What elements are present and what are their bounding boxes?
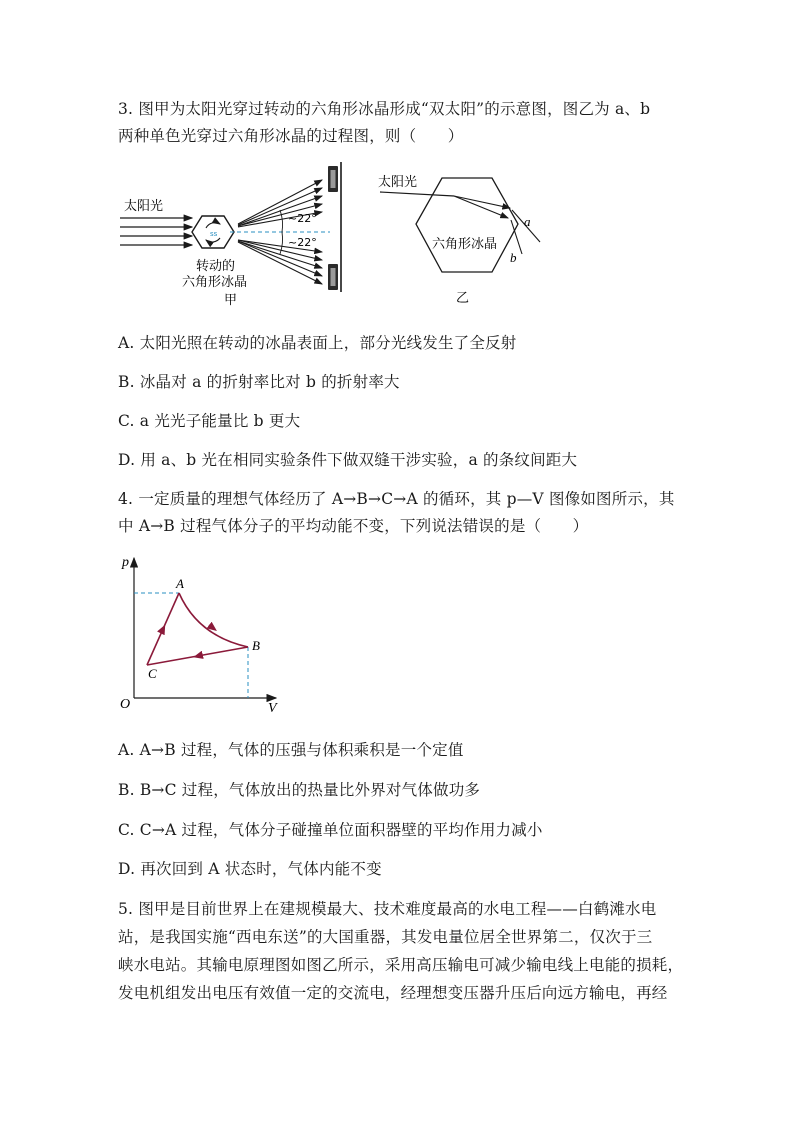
origin-label: O	[120, 697, 131, 712]
figure-jia-double-sun	[112, 160, 362, 310]
q3-option-d: D. 用 a、b 光在相同实验条件下做双缝干涉实验，a 的条纹间距大	[118, 451, 578, 469]
q4-option-a: A. A→B 过程，气体的压强与体积乘积是一个定值	[118, 741, 464, 759]
point-b-label: B	[252, 638, 260, 653]
angle-label-upper: ~22°	[288, 212, 317, 225]
rotating-hexagon-crystal	[192, 216, 234, 248]
arrow-b-to-c	[198, 655, 202, 656]
v-axis-label: V	[268, 701, 277, 714]
figure-jia-caption: 甲	[224, 293, 238, 308]
q4-stem-line-1: 4. 一定质量的理想气体经历了 A→B→C→A 的循环，其 p—V 图像如图所示，其	[118, 490, 675, 508]
jia-sunlight-label: 太阳光	[124, 199, 164, 214]
q3-option-b: B. 冰晶对 a 的折射率比对 b 的折射率大	[118, 373, 400, 391]
yi-crystal-label: 六角形冰晶	[432, 237, 498, 252]
jia-crystal-caption-2: 六角形冰晶	[182, 275, 248, 290]
q3-stem-line-2: 两种单色光穿过六角形冰晶的过程图，则（ ）	[118, 127, 464, 145]
ray-b-label: b	[510, 250, 517, 265]
jia-crystal-caption-1: 转动的	[196, 259, 236, 274]
lower-sun-image-highlight	[331, 268, 336, 286]
upper-sun-image-highlight	[331, 170, 336, 188]
angle-label-lower: ~22°	[288, 236, 317, 249]
point-c-label: C	[148, 666, 157, 681]
p-axis-label: p	[122, 555, 129, 570]
ray-a-label: a	[524, 214, 531, 229]
arrow-a-to-b	[209, 625, 213, 628]
q5-line-3: 峡水电站。其输电原理图如图乙所示，采用高压输电可减少输电线上电能的损耗，	[118, 956, 684, 974]
q5-line-1: 5. 图甲是目前世界上在建规模最大、技术难度最高的水电工程——白鹤滩水电	[118, 900, 657, 918]
q4-stem-line-2: 中 A→B 过程气体分子的平均动能不变，下列说法错误的是（ ）	[118, 517, 589, 535]
ray-a-inside	[454, 196, 510, 208]
svg-text:ss: ss	[210, 230, 218, 238]
q3-stem-line-1: 3. 图甲为太阳光穿过转动的六角形冰晶形成“双太阳”的示意图，图乙为 a、b	[118, 100, 651, 118]
q5-line-2: 站，是我国实施“西电东送”的大国重器，其发电量位居全世界第二，仅次于三	[118, 928, 653, 946]
process-a-to-b	[179, 593, 248, 647]
incident-ray	[380, 192, 454, 196]
q3-option-a: A. 太阳光照在转动的冰晶表面上，部分光线发生了全反射	[118, 334, 517, 352]
ray-b-exit	[511, 220, 522, 254]
yi-sunlight-label: 太阳光	[378, 175, 418, 190]
angle-arc-upper	[280, 210, 283, 232]
arrow-c-to-a	[161, 629, 163, 633]
ray-b-inside	[454, 196, 508, 218]
figure-yi-hexagon-dispersion	[374, 168, 544, 310]
q5-line-4: 发电机组发出电压有效值一定的交流电，经理想变压器升压后向远方输电，再经	[118, 984, 668, 1002]
pv-cycle-graph	[116, 548, 286, 714]
q3-option-c: C. a 光光子能量比 b 更大	[118, 412, 301, 430]
hexagon-crystal	[416, 178, 518, 272]
q4-option-d: D. 再次回到 A 状态时，气体内能不变	[118, 860, 382, 878]
point-a-label: A	[176, 576, 184, 591]
q4-option-c: C. C→A 过程，气体分子碰撞单位面积器壁的平均作用力减小	[118, 821, 543, 839]
q4-option-b: B. B→C 过程，气体放出的热量比外界对气体做功多	[118, 781, 481, 799]
process-b-to-c	[147, 647, 248, 665]
figure-yi-caption: 乙	[456, 291, 470, 306]
